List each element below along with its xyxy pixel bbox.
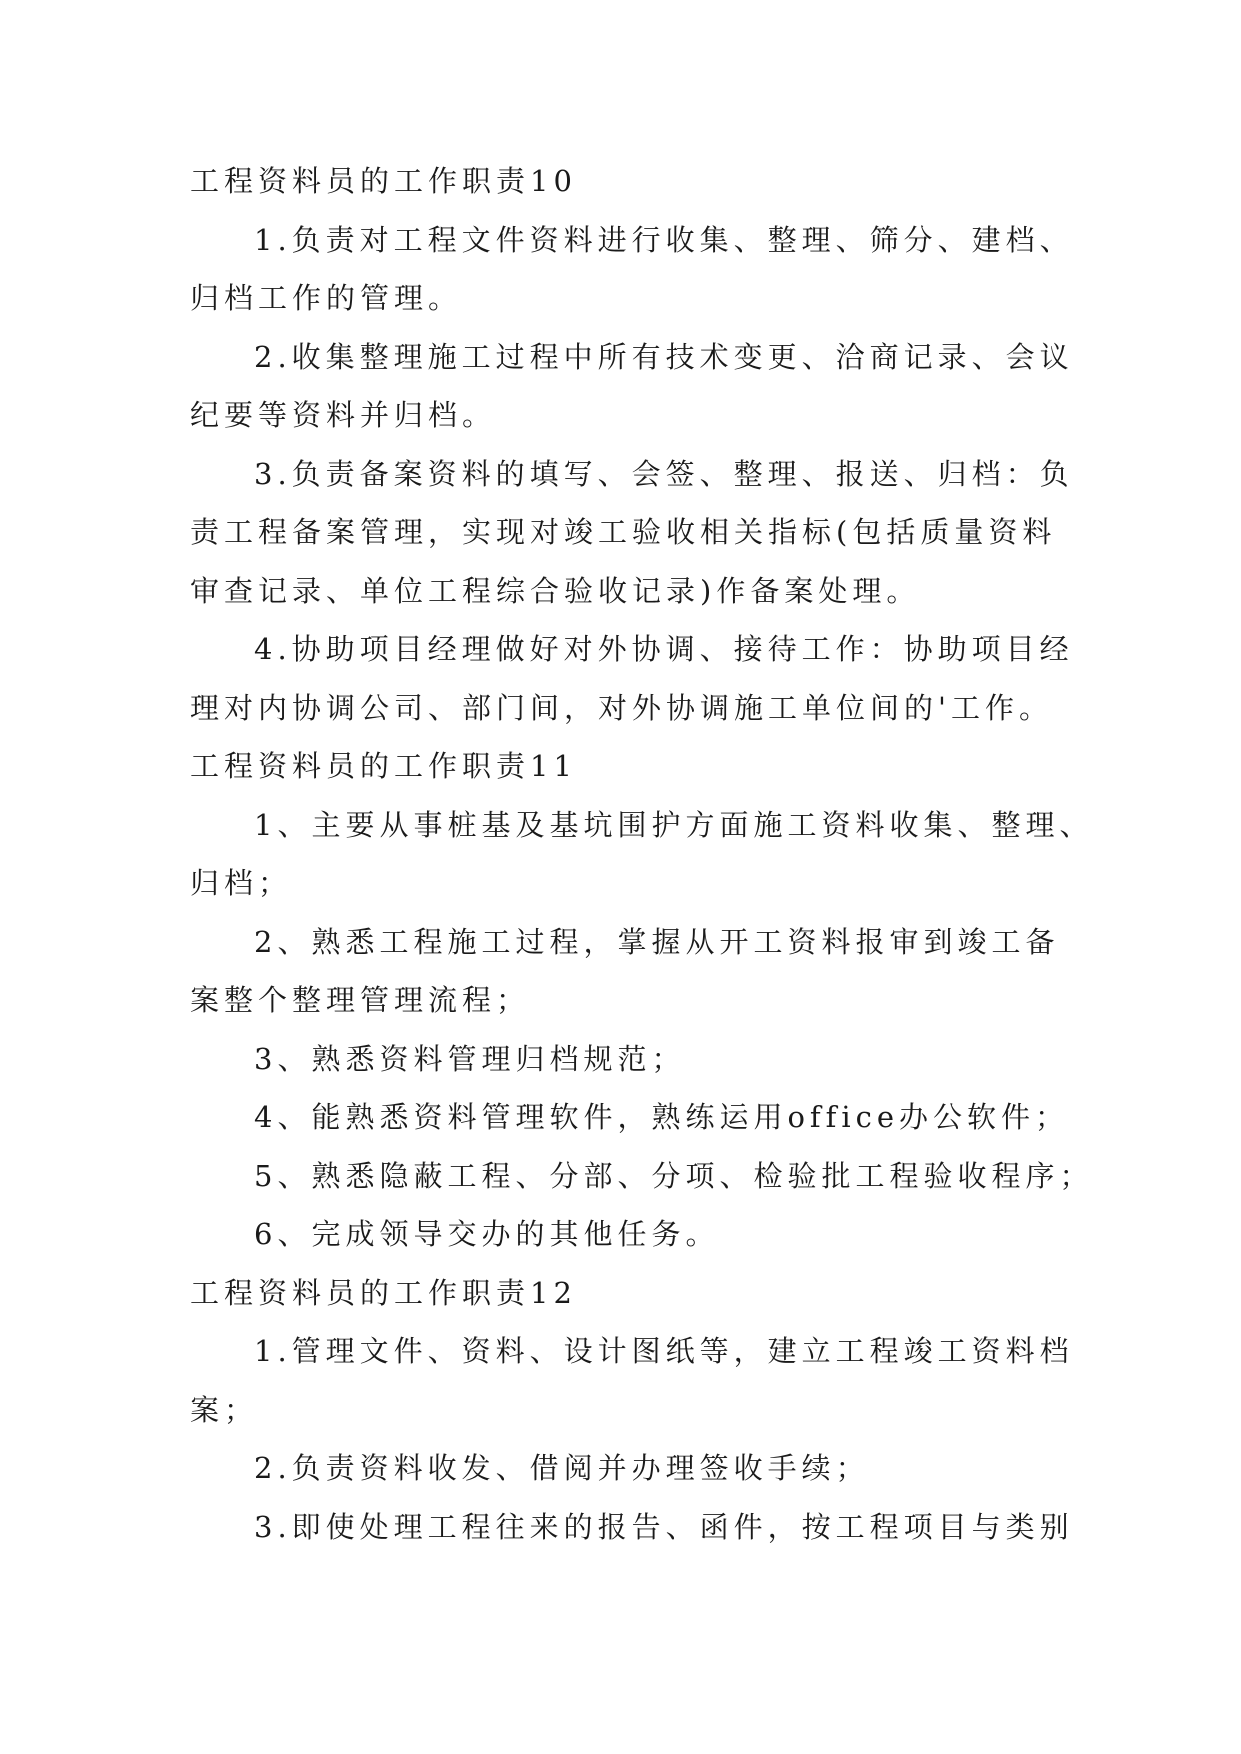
paragraph-line: 1.管理文件、资料、设计图纸等，建立工程竣工资料档 xyxy=(254,1334,1074,1368)
paragraph-line: 2.收集整理施工过程中所有技术变更、洽商记录、会议 xyxy=(254,339,1074,374)
paragraph-line: 2、熟悉工程施工过程，掌握从开工资料报审到竣工备 xyxy=(254,924,1060,959)
paragraph-line: 5、熟悉隐蔽工程、分部、分项、检验批工程验收程序； xyxy=(254,1158,1094,1193)
paragraph-line: 理对内协调公司、部门间，对外协调施工单位间的'工作。 xyxy=(190,690,1053,725)
paragraph-line: 6、完成领导交办的其他任务。 xyxy=(254,1217,720,1251)
paragraph-line: 审查记录、单位工程综合验收记录)作备案处理。 xyxy=(190,573,921,608)
paragraph-line: 案； xyxy=(190,1392,259,1427)
paragraph-line: 2.负责资料收发、借阅并办理签收手续； xyxy=(254,1451,870,1485)
paragraph-line: 3.即使处理工程往来的报告、函件，按工程项目与类别 xyxy=(254,1509,1074,1544)
paragraph-line: 纪要等资料并归档。 xyxy=(190,398,497,432)
paragraph-line: 3.负责备案资料的填写、会签、整理、报送、归档：负 xyxy=(254,456,1074,491)
section-heading: 工程资料员的工作职责10 xyxy=(190,164,577,198)
paragraph-line: 3、熟悉资料管理归档规范； xyxy=(254,1041,686,1076)
paragraph-line: 责工程备案管理，实现对竣工验收相关指标(包括质量资料 xyxy=(190,515,1057,549)
paragraph-line: 归档； xyxy=(190,866,293,900)
paragraph-line: 归档工作的管理。 xyxy=(190,281,463,315)
paragraph-line: 1、主要从事桩基及基坑围护方面施工资料收集、整理、 xyxy=(254,807,1094,842)
paragraph-line: 1.负责对工程文件资料进行收集、整理、筛分、建档、 xyxy=(254,222,1074,257)
paragraph-line: 案整个整理管理流程； xyxy=(190,983,531,1017)
paragraph-line: 4.协助项目经理做好对外协调、接待工作：协助项目经 xyxy=(254,632,1074,666)
section-heading: 工程资料员的工作职责12 xyxy=(190,1275,577,1310)
section-heading: 工程资料员的工作职责11 xyxy=(190,749,577,783)
paragraph-line: 4、能熟悉资料管理软件，熟练运用office办公软件； xyxy=(254,1100,1070,1134)
document-body xyxy=(190,152,1094,1556)
